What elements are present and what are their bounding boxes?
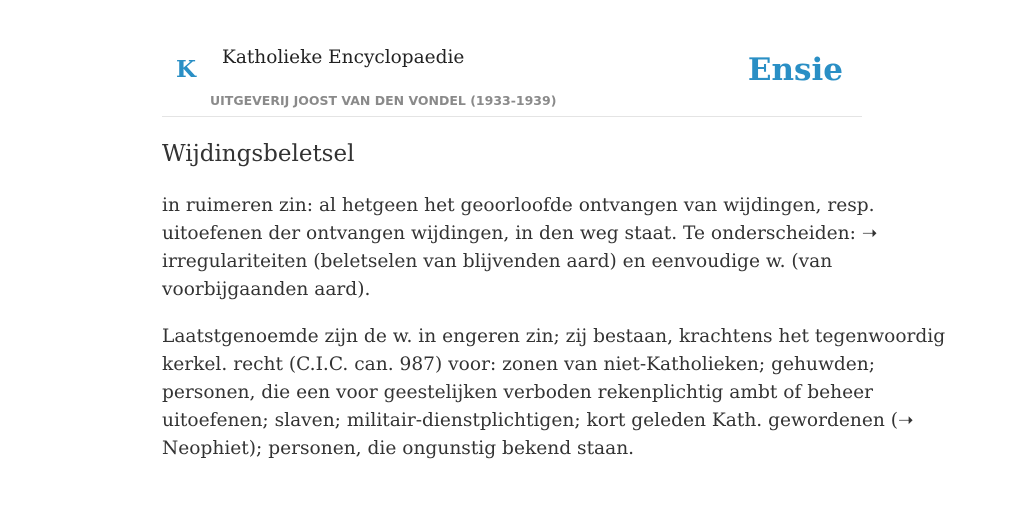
paragraph-line: irregulariteiten (beletselen van blijvenden aard) en eenvoudige w. (van <box>162 251 833 272</box>
entry-paragraph-1 <box>162 192 878 304</box>
entry-title: Wijdingsbeletsel <box>162 141 355 167</box>
paragraph-line <box>162 407 914 435</box>
site-header <box>162 0 862 117</box>
site-title[interactable]: Katholieke Encyclopaedie <box>222 47 465 68</box>
cross-reference-arrow-icon[interactable]: ➝ <box>898 410 914 431</box>
paragraph-line: personen, die een voor geestelijken verboden rekenplichtig ambt of beheer <box>162 382 874 403</box>
paragraph-text: uitoefenen; slaven; militair-dienstplichtigen; kort geleden Kath. gewordenen ( <box>162 410 899 431</box>
paragraph-line: Neophiet); personen, die ongunstig bekend staan. <box>162 438 635 459</box>
paragraph-text: uitoefenen der ontvangen wijdingen, in den weg staat. Te onderscheiden: <box>162 223 862 244</box>
paragraph-line: voorbijgaanden aard). <box>162 279 371 300</box>
page-container <box>162 0 946 459</box>
cross-reference-arrow-icon[interactable]: ➝ <box>861 223 878 244</box>
paragraph-line: kerkel. recht (C.I.C. can. 987) voor: zonen van niet-Katholieken; gehuwden; <box>162 354 875 375</box>
ensie-logo[interactable]: Ensie <box>747 52 843 88</box>
entry-paragraph-2 <box>162 323 946 463</box>
site-subtitle: UITGEVERIJ JOOST VAN DEN VONDEL (1933-1939) <box>210 93 557 108</box>
paragraph-line: Laatstgenoemde zijn de w. in engeren zin; zij bestaan, krachtens het tegenwoordig <box>162 326 946 347</box>
paragraph-line: in ruimeren zin: al hetgeen het geoorloofde ontvangen van wijdingen, resp. <box>162 195 875 216</box>
site-logo[interactable]: K <box>176 56 196 83</box>
paragraph-line <box>162 220 878 248</box>
